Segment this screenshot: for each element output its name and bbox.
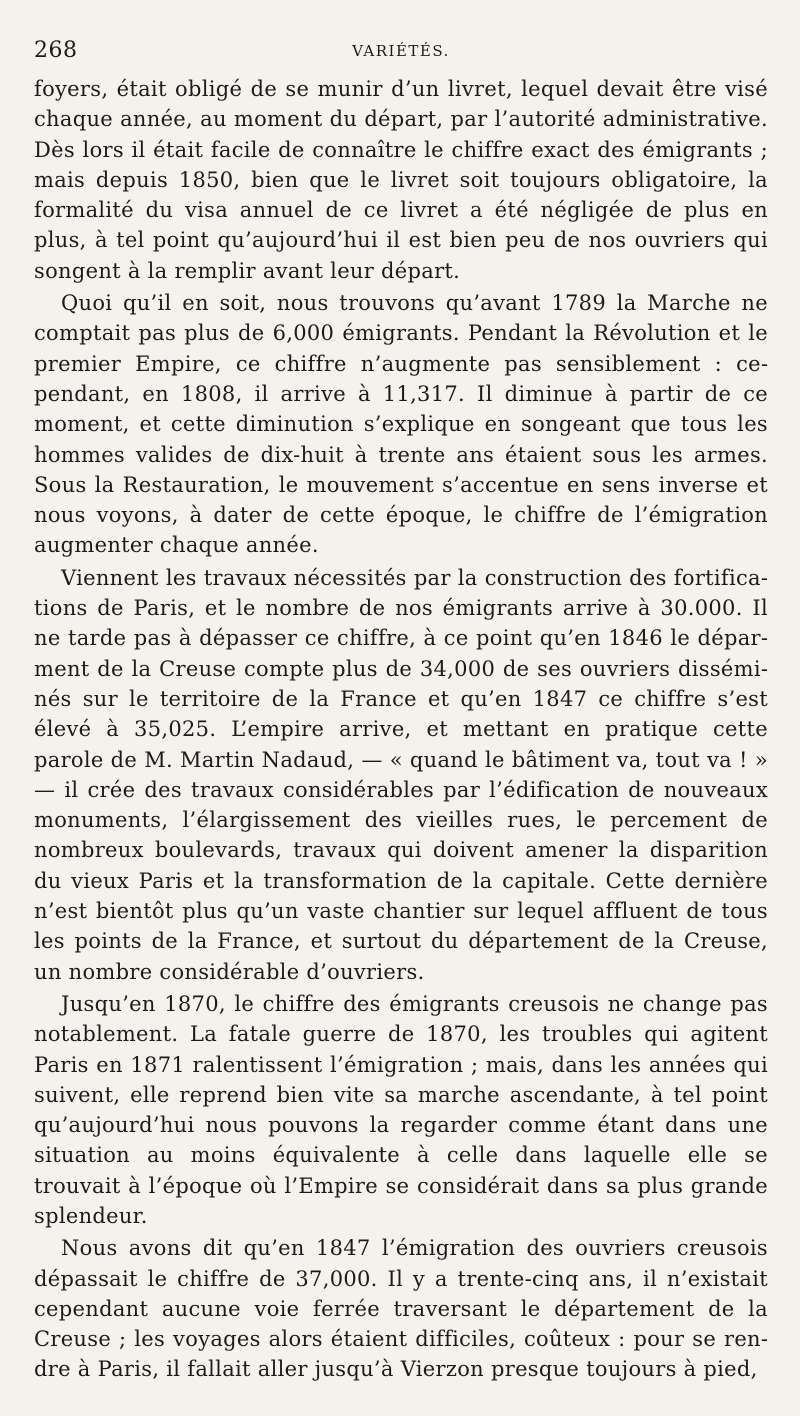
- paragraph: Jusqu’en 1870, le chiffre des émigrants creusois ne change pas notablement. La fatale guerre de 1870, les troubles qui agitent Paris en 1871 ralentissent l’émigration ; mais, dans les années qui suivent, elle reprend bien vite sa marche ascendante, à tel point qu’aujourd’hui nous pouvons la regarder comme étant dans une situation au moins équivalente à celle dans laquelle elle se trouvait à l’époque où l’Empire se considérait dans sa plus grande splendeur.: [34, 991, 768, 1228]
- body-text: [34, 74, 768, 1385]
- paragraph: Nous avons dit qu’en 1847 l’émigration des ouvriers creusois dépassait le chiffre de 37,000. Il y a trente-cinq ans, il n’existait cependant aucune voie ferrée traversant le département de la Creuse ; les voyages alors étaient difficiles, coûteux : pour se rendre à Paris, il fallait aller jusqu’à Vierzon presque toujours à pied,: [34, 1236, 768, 1382]
- page-number: 268: [34, 38, 78, 63]
- paragraph-continued: foyers, était obligé de se munir d’un livret, lequel devait être visé chaque année, au moment du départ, par l’autorité administrative. Dès lors il était facile de connaître le chiffre exact des émigrants ; mais depuis 1850, bien que le livret soit toujours obligatoire, la formalité du visa annuel de ce livret a été négligée de plus en plus, à tel point qu’aujourd’hui il est bien peu de nos ouvriers qui songent à la remplir avant leur départ.: [34, 77, 768, 283]
- page-header: [34, 34, 768, 74]
- paragraph: Quoi qu’il en soit, nous trouvons qu’avant 1789 la Marche ne comptait pas plus de 6,000 émigrants. Pendant la Révolution et le premier Empire, ce chiffre n’augmente pas sensiblement : cependant, en 1808, il arrive à 11,317. Il diminue à partir de ce moment, et cette diminution s’explique en songeant que tous les hommes valides de dix-huit à trente ans étaient sous les armes. Sous la Restauration, le mouvement s’accentue en sens inverse et nous voyons, à dater de cette époque, le chiffre de l’émigration augmenter chaque année.: [34, 291, 768, 558]
- paragraph: Viennent les travaux nécessités par la construction des fortifications de Paris, et le nombre de nos émigrants arrive à 30.000. Il ne tarde pas à dépasser ce chiffre, à ce point qu’en 1846 le déparment de la Creuse compte plus de 34,000 de ses ouvriers disséminés sur le territoire de la France et qu’en 1847 ce chiffre s’est élevé à 35,025. L’empire arrive, et mettant en pratique cette parole de M. Martin Nadaud, — « quand le bâtiment va, tout va ! » — il crée des travaux considérables par l’édification de nouveaux monuments, l’élargissement des vieilles rues, le percement de nombreux boulevards, travaux qui doivent amener la disparition du vieux Paris et la transformation de la capitale. Cette dernière n’est bientôt plus qu’un vaste chantier sur lequel affluent de tous les points de la France, et surtout du département de la Creuse, un nombre considérable d’ouvriers.: [34, 565, 768, 984]
- running-head: VARIÉTÉS.: [352, 42, 450, 60]
